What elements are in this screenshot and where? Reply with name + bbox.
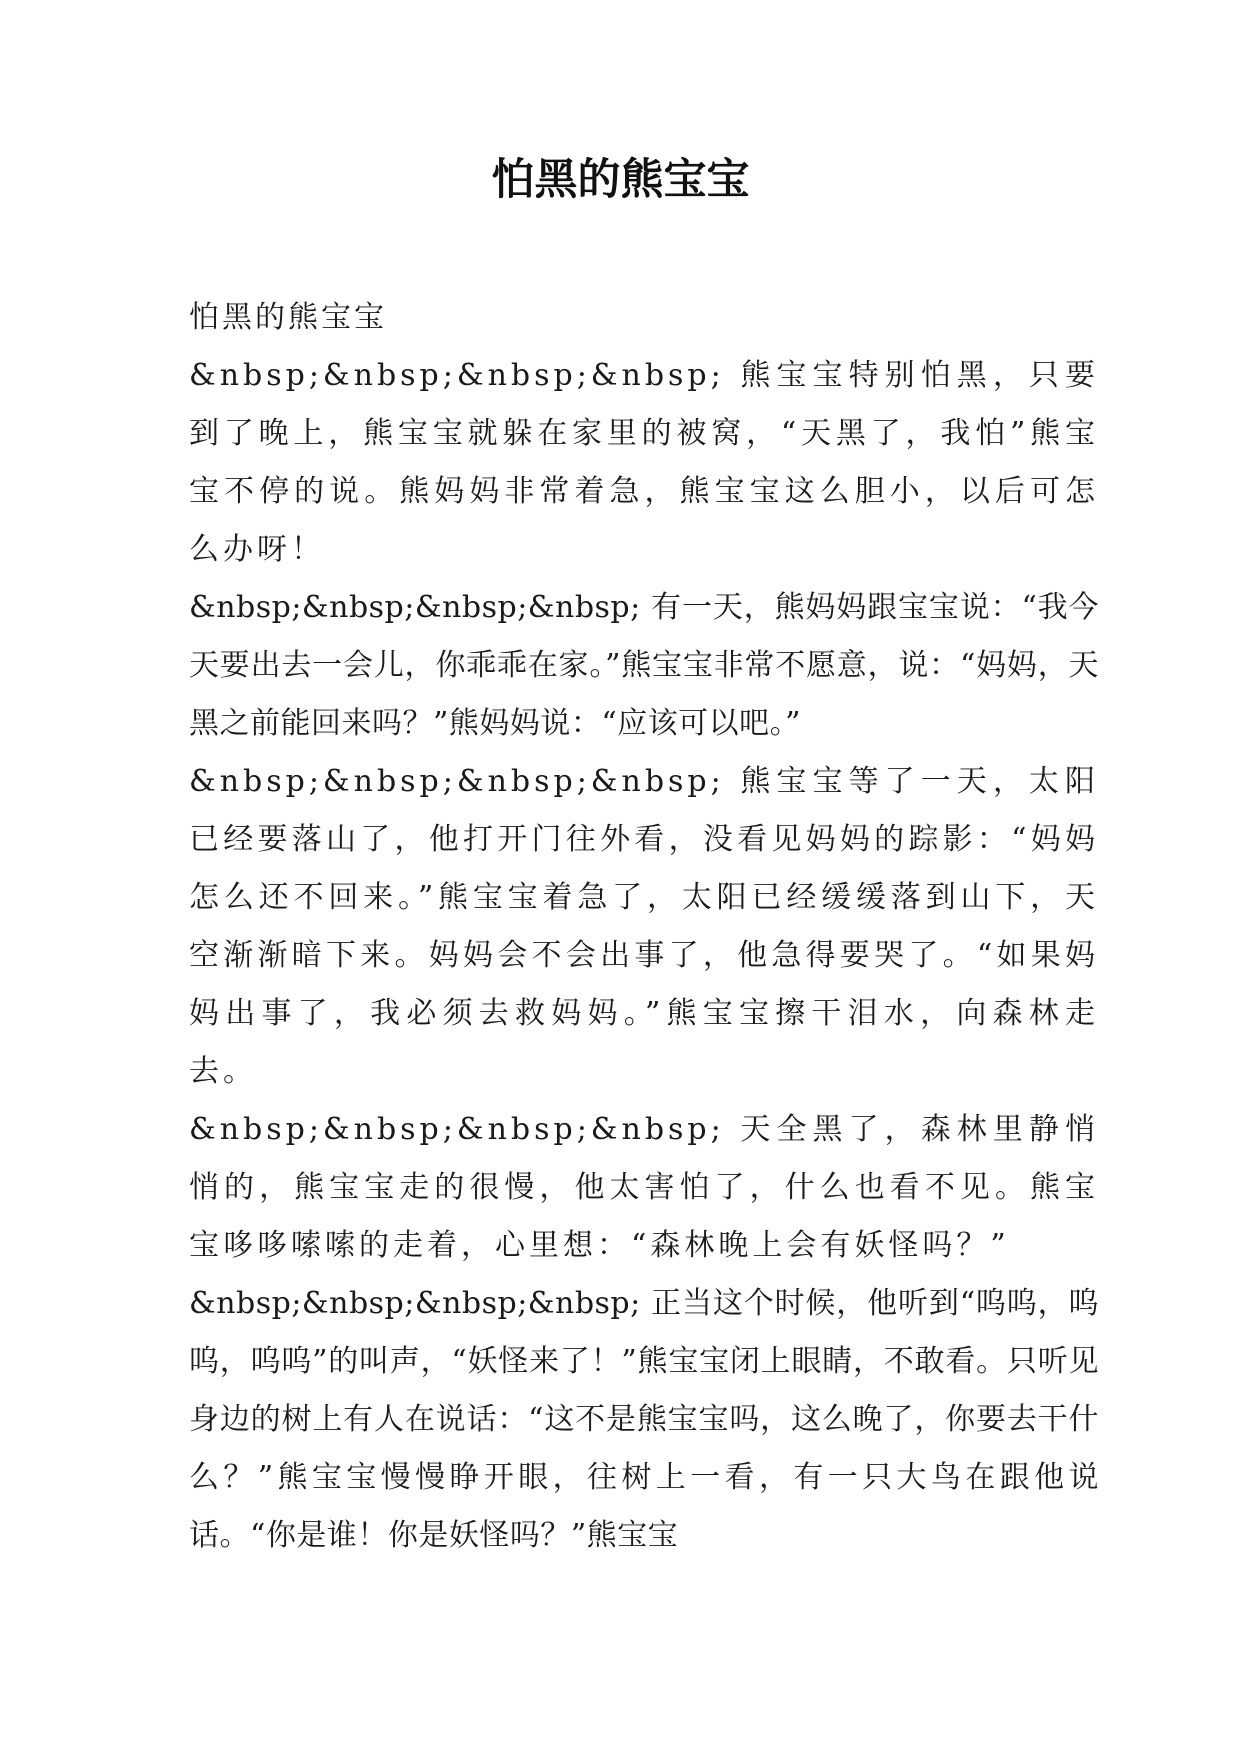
document-body bbox=[189, 289, 1099, 1565]
paragraph: &nbsp;&nbsp;&nbsp;&nbsp; 正当这个时候，他听到“呜呜，呜呜，呜呜”的叫声，“妖怪来了！”熊宝宝闭上眼睛，不敢看。只听见身边的树上有人在说话：“这不是熊宝宝吗，这么晚了，你要去干什么？”熊宝宝慢慢睁开眼，往树上一看，有一只大鸟在跟他说话。“你是谁！你是妖怪吗？”熊宝宝 bbox=[189, 1286, 1099, 1553]
story-subtitle: 怕黑的熊宝宝 bbox=[189, 300, 387, 335]
paragraph: &nbsp;&nbsp;&nbsp;&nbsp; 熊宝宝特别怕黑，只要到了晚上，熊宝宝就躲在家里的被窝，“天黑了，我怕”熊宝宝不停的说。熊妈妈非常着急，熊宝宝这么胆小，以后可怎么办呀！ bbox=[189, 358, 1099, 567]
paragraph: &nbsp;&nbsp;&nbsp;&nbsp; 熊宝宝等了一天，太阳已经要落山了，他打开门往外看，没看见妈妈的踪影：“妈妈怎么还不回来。”熊宝宝着急了，太阳已经缓缓落到山下，天空渐渐暗下来。妈妈会不会出事了，他急得要哭了。“如果妈妈出事了，我必须去救妈妈。”熊宝宝擦干泪水，向森林走去。 bbox=[189, 764, 1099, 1089]
paragraph: &nbsp;&nbsp;&nbsp;&nbsp; 天全黑了，森林里静悄悄的，熊宝宝走的很慢，他太害怕了，什么也看不见。熊宝宝哆哆嗦嗦的走着，心里想：“森林晚上会有妖怪吗？” bbox=[189, 1112, 1099, 1263]
document-title: 怕黑的熊宝宝 bbox=[491, 155, 750, 205]
paragraph: &nbsp;&nbsp;&nbsp;&nbsp; 有一天，熊妈妈跟宝宝说：“我今天要出去一会儿，你乖乖在家。”熊宝宝非常不愿意，说：“妈妈，天黑之前能回来吗？”熊妈妈说：“应该可以吧。” bbox=[189, 590, 1099, 741]
